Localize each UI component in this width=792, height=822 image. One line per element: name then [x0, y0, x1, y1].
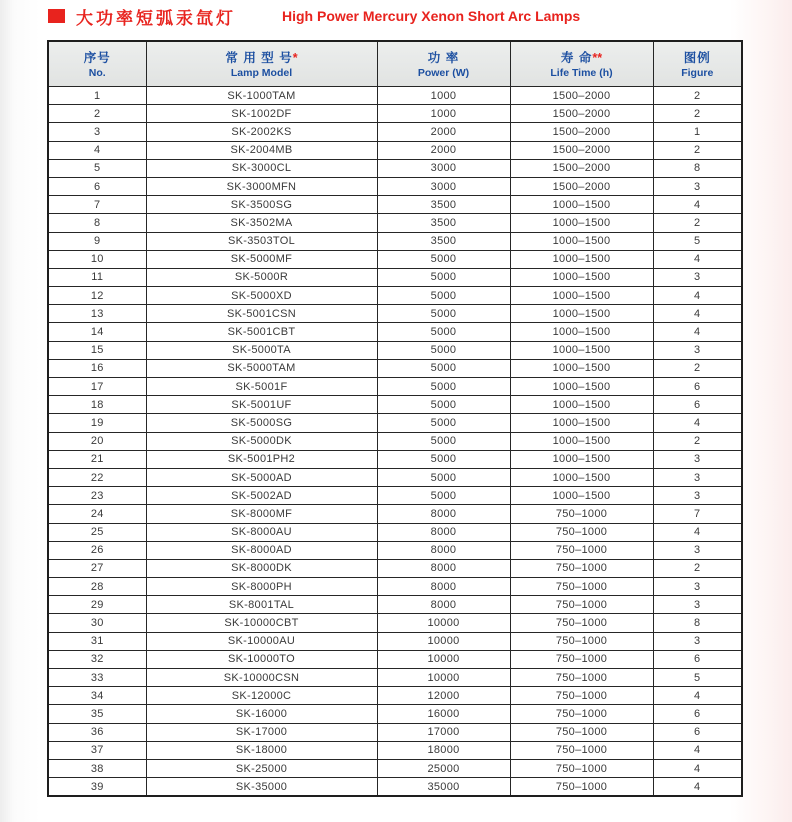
lifetime-cell: 1500–2000: [510, 123, 653, 141]
table-row: [48, 596, 742, 614]
lifetime-cell: 1000–1500: [510, 487, 653, 505]
figure-cell: 3: [653, 541, 742, 559]
col-header-lamp-model-mark: *: [292, 50, 298, 65]
table-row: [48, 669, 742, 687]
figure-cell: 3: [653, 468, 742, 486]
lifetime-cell: 750–1000: [510, 650, 653, 668]
model-cell: SK-2002KS: [146, 123, 377, 141]
power-cell: 12000: [377, 687, 510, 705]
model-cell: SK-5001CSN: [146, 305, 377, 323]
table-row: [48, 341, 742, 359]
page-title-english: High Power Mercury Xenon Short Arc Lamps: [282, 8, 581, 24]
figure-cell: 6: [653, 723, 742, 741]
red-square-bullet-icon: [48, 9, 65, 23]
figure-cell: 2: [653, 359, 742, 377]
figure-cell: 7: [653, 505, 742, 523]
lamp-spec-table: [47, 40, 743, 797]
power-cell: 18000: [377, 741, 510, 759]
table-row: [48, 705, 742, 723]
model-cell: SK-5001PH2: [146, 450, 377, 468]
table-row: [48, 378, 742, 396]
col-header-lamp-model-en: Lamp Model: [230, 66, 293, 79]
col-header-power-zh: 功 率: [427, 50, 460, 65]
col-header-power: [377, 41, 510, 87]
col-header-lifetime: [510, 41, 653, 87]
col-header-power-en: Power (W): [417, 66, 470, 79]
no-cell: 21: [48, 450, 146, 468]
model-cell: SK-5000AD: [146, 468, 377, 486]
table-row: [48, 359, 742, 377]
table-row: [48, 396, 742, 414]
table-row: [48, 559, 742, 577]
lifetime-cell: 1000–1500: [510, 396, 653, 414]
lifetime-cell: 1500–2000: [510, 141, 653, 159]
no-cell: 31: [48, 632, 146, 650]
figure-cell: 2: [653, 105, 742, 123]
no-cell: 3: [48, 123, 146, 141]
lifetime-cell: 750–1000: [510, 778, 653, 797]
figure-cell: 2: [653, 559, 742, 577]
figure-cell: 4: [653, 741, 742, 759]
no-cell: 22: [48, 468, 146, 486]
power-cell: 3500: [377, 214, 510, 232]
no-cell: 6: [48, 177, 146, 195]
figure-cell: 4: [653, 414, 742, 432]
model-cell: SK-17000: [146, 723, 377, 741]
lifetime-cell: 1000–1500: [510, 250, 653, 268]
table-row: [48, 323, 742, 341]
figure-cell: 3: [653, 578, 742, 596]
col-header-lifetime-mark: **: [592, 50, 603, 65]
model-cell: SK-5000MF: [146, 250, 377, 268]
col-header-no: [48, 41, 146, 87]
figure-cell: 8: [653, 614, 742, 632]
lamp-spec-table-wrap: [47, 40, 741, 797]
model-cell: SK-5000SG: [146, 414, 377, 432]
figure-cell: 3: [653, 487, 742, 505]
no-cell: 15: [48, 341, 146, 359]
col-header-lifetime-zh: 寿 命: [560, 50, 593, 65]
figure-cell: 3: [653, 632, 742, 650]
lifetime-cell: 1500–2000: [510, 87, 653, 105]
model-cell: SK-3503TOL: [146, 232, 377, 250]
power-cell: 3000: [377, 177, 510, 195]
lamp-table-body: [48, 87, 742, 797]
table-row: [48, 268, 742, 286]
figure-cell: 4: [653, 196, 742, 214]
col-header-figure: [653, 41, 742, 87]
col-header-lamp-model: [146, 41, 377, 87]
figure-cell: 2: [653, 214, 742, 232]
page-title-chinese: 大功率短弧汞氙灯: [76, 8, 236, 28]
lifetime-cell: 750–1000: [510, 741, 653, 759]
no-cell: 13: [48, 305, 146, 323]
lifetime-cell: 750–1000: [510, 669, 653, 687]
no-cell: 28: [48, 578, 146, 596]
lifetime-cell: 750–1000: [510, 687, 653, 705]
power-cell: 5000: [377, 287, 510, 305]
model-cell: SK-1002DF: [146, 105, 377, 123]
lifetime-cell: 1000–1500: [510, 359, 653, 377]
no-cell: 7: [48, 196, 146, 214]
figure-cell: 3: [653, 450, 742, 468]
power-cell: 5000: [377, 432, 510, 450]
no-cell: 19: [48, 414, 146, 432]
power-cell: 5000: [377, 323, 510, 341]
figure-cell: 6: [653, 650, 742, 668]
col-header-no-en: No.: [88, 66, 106, 79]
power-cell: 5000: [377, 250, 510, 268]
power-cell: 1000: [377, 105, 510, 123]
model-cell: SK-10000TO: [146, 650, 377, 668]
no-cell: 37: [48, 741, 146, 759]
table-header: [48, 41, 742, 87]
table-row: [48, 214, 742, 232]
model-cell: SK-5001UF: [146, 396, 377, 414]
no-cell: 9: [48, 232, 146, 250]
figure-cell: 4: [653, 305, 742, 323]
power-cell: 5000: [377, 414, 510, 432]
lifetime-cell: 750–1000: [510, 614, 653, 632]
col-header-figure-en: Figure: [681, 66, 714, 79]
lifetime-cell: 750–1000: [510, 632, 653, 650]
power-cell: 3500: [377, 196, 510, 214]
no-cell: 4: [48, 141, 146, 159]
figure-cell: 4: [653, 287, 742, 305]
col-header-no-zh: 序号: [83, 50, 111, 65]
no-cell: 18: [48, 396, 146, 414]
model-cell: SK-2004MB: [146, 141, 377, 159]
table-row: [48, 614, 742, 632]
power-cell: 2000: [377, 123, 510, 141]
power-cell: 10000: [377, 650, 510, 668]
figure-cell: 4: [653, 759, 742, 777]
figure-cell: 3: [653, 268, 742, 286]
no-cell: 29: [48, 596, 146, 614]
table-row: [48, 196, 742, 214]
model-cell: SK-5001CBT: [146, 323, 377, 341]
figure-cell: 6: [653, 705, 742, 723]
lifetime-cell: 1500–2000: [510, 159, 653, 177]
table-row: [48, 250, 742, 268]
model-cell: SK-5000XD: [146, 287, 377, 305]
lifetime-cell: 1000–1500: [510, 232, 653, 250]
table-row: [48, 305, 742, 323]
model-cell: SK-3502MA: [146, 214, 377, 232]
figure-cell: 4: [653, 323, 742, 341]
model-cell: SK-8000AU: [146, 523, 377, 541]
model-cell: SK-10000CSN: [146, 669, 377, 687]
model-cell: SK-5001F: [146, 378, 377, 396]
no-cell: 36: [48, 723, 146, 741]
table-row: [48, 578, 742, 596]
table-row: [48, 287, 742, 305]
model-cell: SK-25000: [146, 759, 377, 777]
figure-cell: 5: [653, 669, 742, 687]
figure-cell: 6: [653, 378, 742, 396]
model-cell: SK-3000MFN: [146, 177, 377, 195]
no-cell: 16: [48, 359, 146, 377]
no-cell: 10: [48, 250, 146, 268]
figure-cell: 3: [653, 596, 742, 614]
table-row: [48, 450, 742, 468]
model-cell: SK-8000PH: [146, 578, 377, 596]
power-cell: 3500: [377, 232, 510, 250]
power-cell: 5000: [377, 305, 510, 323]
power-cell: 8000: [377, 596, 510, 614]
no-cell: 39: [48, 778, 146, 797]
power-cell: 5000: [377, 450, 510, 468]
model-cell: SK-3500SG: [146, 196, 377, 214]
figure-cell: 2: [653, 87, 742, 105]
power-cell: 8000: [377, 578, 510, 596]
page-title-row: [0, 0, 792, 30]
table-row: [48, 741, 742, 759]
lifetime-cell: 1000–1500: [510, 468, 653, 486]
no-cell: 23: [48, 487, 146, 505]
figure-cell: 5: [653, 232, 742, 250]
lifetime-cell: 1000–1500: [510, 196, 653, 214]
model-cell: SK-35000: [146, 778, 377, 797]
model-cell: SK-8000DK: [146, 559, 377, 577]
no-cell: 8: [48, 214, 146, 232]
power-cell: 1000: [377, 87, 510, 105]
table-row: [48, 632, 742, 650]
power-cell: 2000: [377, 141, 510, 159]
figure-cell: 4: [653, 250, 742, 268]
model-cell: SK-5000TAM: [146, 359, 377, 377]
lifetime-cell: 1500–2000: [510, 105, 653, 123]
table-row: [48, 505, 742, 523]
table-row: [48, 487, 742, 505]
power-cell: 25000: [377, 759, 510, 777]
model-cell: SK-5000TA: [146, 341, 377, 359]
col-header-lifetime-en: Life Time (h): [550, 66, 613, 79]
lifetime-cell: 750–1000: [510, 723, 653, 741]
lifetime-cell: 1000–1500: [510, 414, 653, 432]
figure-cell: 4: [653, 778, 742, 797]
no-cell: 34: [48, 687, 146, 705]
no-cell: 20: [48, 432, 146, 450]
figure-cell: 2: [653, 432, 742, 450]
table-row: [48, 105, 742, 123]
no-cell: 38: [48, 759, 146, 777]
model-cell: SK-8000MF: [146, 505, 377, 523]
power-cell: 10000: [377, 669, 510, 687]
no-cell: 1: [48, 87, 146, 105]
power-cell: 8000: [377, 559, 510, 577]
lifetime-cell: 1500–2000: [510, 177, 653, 195]
lifetime-cell: 1000–1500: [510, 341, 653, 359]
model-cell: SK-3000CL: [146, 159, 377, 177]
no-cell: 2: [48, 105, 146, 123]
no-cell: 5: [48, 159, 146, 177]
lifetime-cell: 1000–1500: [510, 432, 653, 450]
power-cell: 8000: [377, 541, 510, 559]
no-cell: 14: [48, 323, 146, 341]
table-row: [48, 414, 742, 432]
figure-cell: 6: [653, 396, 742, 414]
lifetime-cell: 750–1000: [510, 523, 653, 541]
model-cell: SK-10000CBT: [146, 614, 377, 632]
power-cell: 5000: [377, 378, 510, 396]
no-cell: 25: [48, 523, 146, 541]
power-cell: 10000: [377, 632, 510, 650]
col-header-figure-zh: 图例: [683, 50, 711, 65]
model-cell: SK-5000R: [146, 268, 377, 286]
no-cell: 35: [48, 705, 146, 723]
model-cell: SK-8000AD: [146, 541, 377, 559]
model-cell: SK-5002AD: [146, 487, 377, 505]
figure-cell: 4: [653, 523, 742, 541]
power-cell: 10000: [377, 614, 510, 632]
power-cell: 5000: [377, 268, 510, 286]
no-cell: 26: [48, 541, 146, 559]
lifetime-cell: 1000–1500: [510, 378, 653, 396]
figure-cell: 3: [653, 177, 742, 195]
table-row: [48, 177, 742, 195]
lifetime-cell: 1000–1500: [510, 323, 653, 341]
model-cell: SK-12000C: [146, 687, 377, 705]
table-row: [48, 432, 742, 450]
no-cell: 11: [48, 268, 146, 286]
table-row: [48, 523, 742, 541]
model-cell: SK-5000DK: [146, 432, 377, 450]
lifetime-cell: 750–1000: [510, 705, 653, 723]
power-cell: 8000: [377, 523, 510, 541]
lifetime-cell: 1000–1500: [510, 450, 653, 468]
table-row: [48, 687, 742, 705]
lifetime-cell: 750–1000: [510, 559, 653, 577]
col-header-lamp-model-zh: 常 用 型 号: [225, 50, 293, 65]
power-cell: 17000: [377, 723, 510, 741]
no-cell: 32: [48, 650, 146, 668]
table-row: [48, 123, 742, 141]
model-cell: SK-1000TAM: [146, 87, 377, 105]
lifetime-cell: 750–1000: [510, 541, 653, 559]
no-cell: 24: [48, 505, 146, 523]
lifetime-cell: 1000–1500: [510, 268, 653, 286]
model-cell: SK-8001TAL: [146, 596, 377, 614]
power-cell: 3000: [377, 159, 510, 177]
table-row: [48, 159, 742, 177]
table-row: [48, 759, 742, 777]
table-row: [48, 87, 742, 105]
table-header-row: [48, 41, 742, 87]
lifetime-cell: 750–1000: [510, 759, 653, 777]
lifetime-cell: 1000–1500: [510, 287, 653, 305]
table-row: [48, 723, 742, 741]
table-row: [48, 141, 742, 159]
figure-cell: 3: [653, 341, 742, 359]
model-cell: SK-16000: [146, 705, 377, 723]
lifetime-cell: 1000–1500: [510, 214, 653, 232]
no-cell: 17: [48, 378, 146, 396]
no-cell: 12: [48, 287, 146, 305]
no-cell: 30: [48, 614, 146, 632]
table-row: [48, 232, 742, 250]
lifetime-cell: 750–1000: [510, 578, 653, 596]
power-cell: 8000: [377, 505, 510, 523]
power-cell: 35000: [377, 778, 510, 797]
power-cell: 5000: [377, 396, 510, 414]
figure-cell: 8: [653, 159, 742, 177]
power-cell: 5000: [377, 468, 510, 486]
table-row: [48, 650, 742, 668]
figure-cell: 1: [653, 123, 742, 141]
power-cell: 5000: [377, 341, 510, 359]
lifetime-cell: 750–1000: [510, 505, 653, 523]
lifetime-cell: 1000–1500: [510, 305, 653, 323]
no-cell: 33: [48, 669, 146, 687]
lifetime-cell: 750–1000: [510, 596, 653, 614]
figure-cell: 2: [653, 141, 742, 159]
table-row: [48, 468, 742, 486]
figure-cell: 4: [653, 687, 742, 705]
power-cell: 5000: [377, 359, 510, 377]
power-cell: 5000: [377, 487, 510, 505]
table-row: [48, 541, 742, 559]
table-row: [48, 778, 742, 797]
model-cell: SK-18000: [146, 741, 377, 759]
power-cell: 16000: [377, 705, 510, 723]
model-cell: SK-10000AU: [146, 632, 377, 650]
no-cell: 27: [48, 559, 146, 577]
